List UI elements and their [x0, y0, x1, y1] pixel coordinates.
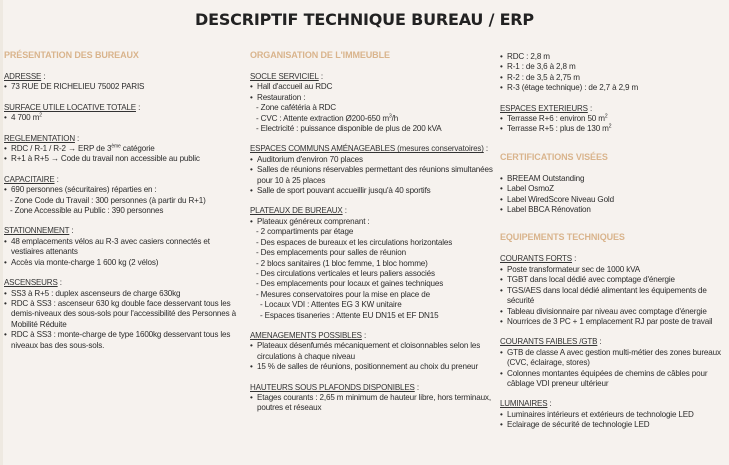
list-item: • Tableau divisionnaire par niveau avec comptage d'énergie [500, 307, 728, 317]
label-stationnement: STATIONNEMENT : [4, 226, 74, 236]
section-heading-equipements: EQUIPEMENTS TECHNIQUES [500, 232, 625, 243]
sub-item: - Electricité : puissance disponible de plus de 200 kVA [256, 124, 442, 134]
block-hauteurs-continued [500, 52, 728, 94]
block-amenagements [250, 331, 496, 373]
label-capacitaire: CAPACITAIRE : [4, 174, 59, 184]
list-item: • Auditorium d'environ 70 places [250, 155, 496, 165]
list-item: • Nourrices de 3 PC + 1 emplacement RJ par poste de travail [500, 317, 728, 327]
sub-sub-item: - Locaux VDI : Attentes EG 3 KW unitaire [260, 300, 402, 310]
block-reglementation [4, 134, 244, 165]
list-item: • Colonnes montantes équipées de chemins de câbles pour câblage VDI preneur ultérieur [500, 369, 728, 390]
sub-item: - Mesures conservatoires pour la mise en place de [256, 289, 430, 299]
sub-item: - 2 compartiments par étage [256, 227, 354, 237]
list-item: • Label BBCA Rénovation [500, 205, 728, 215]
label-luminaires: LUMINAIRES : [500, 399, 552, 409]
block-courants-faibles [500, 337, 728, 389]
list-item: • R+1 à R+5 → Code du travail non accessible au public [4, 154, 244, 164]
list-item: • 4 700 $m^2$ [4, 113, 244, 123]
label-espaces-communs: ESPACES COMMUNS AMÉNAGEABLES (mesures conservatoires) : [250, 144, 488, 154]
label-reglementation: REGLEMENTATION : [4, 133, 80, 143]
page-edge [0, 0, 3, 465]
block-luminaires [500, 399, 728, 430]
list-item: • Poste transformateur sec de 1000 kVA [500, 265, 728, 275]
label-exterieurs: ESPACES EXTERIEURS : [500, 103, 593, 113]
section-heading-certifications: CERTIFICATIONS VISÉES [500, 151, 608, 162]
section-heading-presentation: PRÉSENTATION DES BUREAUX [4, 50, 139, 60]
sub-item: - Zone cafétéria à RDC [256, 103, 336, 113]
list-item: • R-2 : de 3,5 à 2,75 m [500, 73, 728, 83]
list-item: • Plateaux généreux comprenant : [250, 217, 496, 227]
section-heading-organisation: ORGANISATION DE L'IMMEUBLE [250, 50, 390, 60]
block-surface [4, 103, 244, 124]
block-capacitaire [4, 175, 244, 217]
list-item: • Label WiredScore Niveau Gold [500, 195, 728, 205]
list-item: • R-3 (étage technique) : de 2,7 à 2,9 m [500, 83, 728, 93]
list-item: • Terrasse R+5 : plus de 130 $m^2$ [500, 124, 728, 134]
sub-item: - Zone Accessible au Public : 390 personnes [10, 206, 164, 216]
sub-item: - Des circulations verticales et leurs paliers associés [256, 268, 435, 278]
block-stationnement [4, 226, 244, 268]
sub-sub-item: - Espaces tisaneries : Attente EU DN15 et EF DN15 [260, 310, 439, 320]
sub-item: - Des emplacements pour locaux et gaines techniques [256, 279, 444, 289]
list-item: • Label OsmoZ [500, 184, 728, 194]
column-equipements [500, 52, 728, 441]
list-item: • RDC / R-1 / R-2 → ERP de 3ème catégorie [4, 144, 244, 154]
list-item: • GTB de classe A avec gestion multi-métier des zones bureaux (CVC, éclairage, stores) [500, 348, 728, 369]
block-espaces-communs [250, 144, 496, 196]
list-item: • Accès via monte-charge 1 600 kg (2 vélos) [4, 258, 244, 268]
block-exterieurs [500, 104, 728, 135]
list-item: • Plateaux désenfumés mécaniquement et cloisonnables selon les circulations à chaque niveau [250, 341, 496, 362]
list-item: • Hall d'accueil au RDC [250, 82, 496, 92]
list-item: • R-1 : de 3,6 à 2,8 m [500, 62, 728, 72]
block-ascenseurs [4, 278, 244, 351]
block-socle [250, 72, 496, 134]
list-item: • BREEAM Outstanding [500, 174, 728, 184]
sub-item: - 2 blocs sanitaires (1 bloc femme, 1 bloc homme) [256, 258, 428, 268]
label-surface: SURFACE UTILE LOCATIVE TOTALE : [4, 102, 141, 112]
list-item: • 690 personnes (sécuritaires) réparties en : [4, 185, 244, 195]
list-item: • Salle de sport pouvant accueillir jusqu'à 40 sportifs [250, 186, 496, 196]
list-item: • Eclairage de sécurité de technologie LED [500, 420, 728, 430]
list-item: • Etages courants : 2,65 m minimum de hauteur libre, hors terminaux, poutres et réseaux [250, 393, 496, 414]
list-item: • RDC à SS3 : ascenseur 630 kg double face desservant tous les demis-niveaux des sous-sols pour l'accessibilité des Personnes à Mobilité Réduite [4, 299, 244, 330]
label-courants-forts: COURANTS FORTS : [500, 254, 577, 264]
label-adresse: ADRESSE : [4, 72, 46, 81]
page-title: DESCRIPTIF TECHNIQUE BUREAU / ERP [195, 10, 534, 29]
block-certifications [500, 174, 728, 216]
label-ascenseurs: ASCENSEURS : [4, 278, 62, 288]
sub-item: - Des emplacements pour salles de réunion [256, 248, 406, 258]
list-item: • SS3 à R+5 : duplex ascenseurs de charge 630kg [4, 289, 244, 299]
label-courants-faibles: COURANTS FAIBLES /GTB : [500, 337, 602, 347]
list-item: • Restauration : [250, 93, 496, 103]
list-item: • Luminaires intérieurs et extérieurs de technologie LED [500, 410, 728, 420]
list-item: • Salles de réunions réservables permettant des réunions simultanées pour 10 à 25 places [250, 165, 496, 186]
label-amenagements: AMENAGEMENTS POSSIBLES : [250, 330, 367, 340]
list-item: • TGBT dans local dédié avec comptage d'énergie [500, 275, 728, 285]
label-hauteurs: HAUTEURS SOUS PLAFONDS DISPONIBLES : [250, 382, 419, 392]
list-item: • 73 RUE DE RICHELIEU 75002 PARIS [4, 82, 244, 92]
list-item: • RDC à SS3 : monte-charge de type 1600kg desservant tous les niveaux bas des sous-sols. [4, 330, 244, 351]
list-item: • RDC : 2,8 m [500, 52, 728, 62]
sub-item: - Zone Code du Travail : 300 personnes (à partir du R+1) [10, 195, 206, 205]
list-item: • 48 emplacements vélos au R-3 avec casiers connectés et vestiaires attenants [4, 237, 244, 258]
block-adresse [4, 72, 244, 93]
list-item: • Terrasse R+6 : environ 50 $m^2$ [500, 114, 728, 124]
block-hauteurs [250, 383, 496, 414]
label-socle: SOCLE SERVICIEL : [250, 72, 323, 81]
list-item: • TGS/AES dans local dédié alimentant les équipements de sécurité [500, 286, 728, 307]
column-organisation [250, 50, 496, 424]
block-plateaux [250, 206, 496, 320]
sub-item: - CVC : Attente extraction Ø200-650 $m^3/h$ [256, 112, 399, 123]
block-courants-forts [500, 254, 728, 327]
list-item: • 15 % de salles de réunions, positionnement au choix du preneur [250, 362, 496, 372]
sub-item: - Des espaces de bureaux et les circulations horizontales [256, 237, 453, 247]
label-plateaux: PLATEAUX DE BUREAUX : [250, 206, 347, 216]
column-presentation [4, 50, 244, 361]
